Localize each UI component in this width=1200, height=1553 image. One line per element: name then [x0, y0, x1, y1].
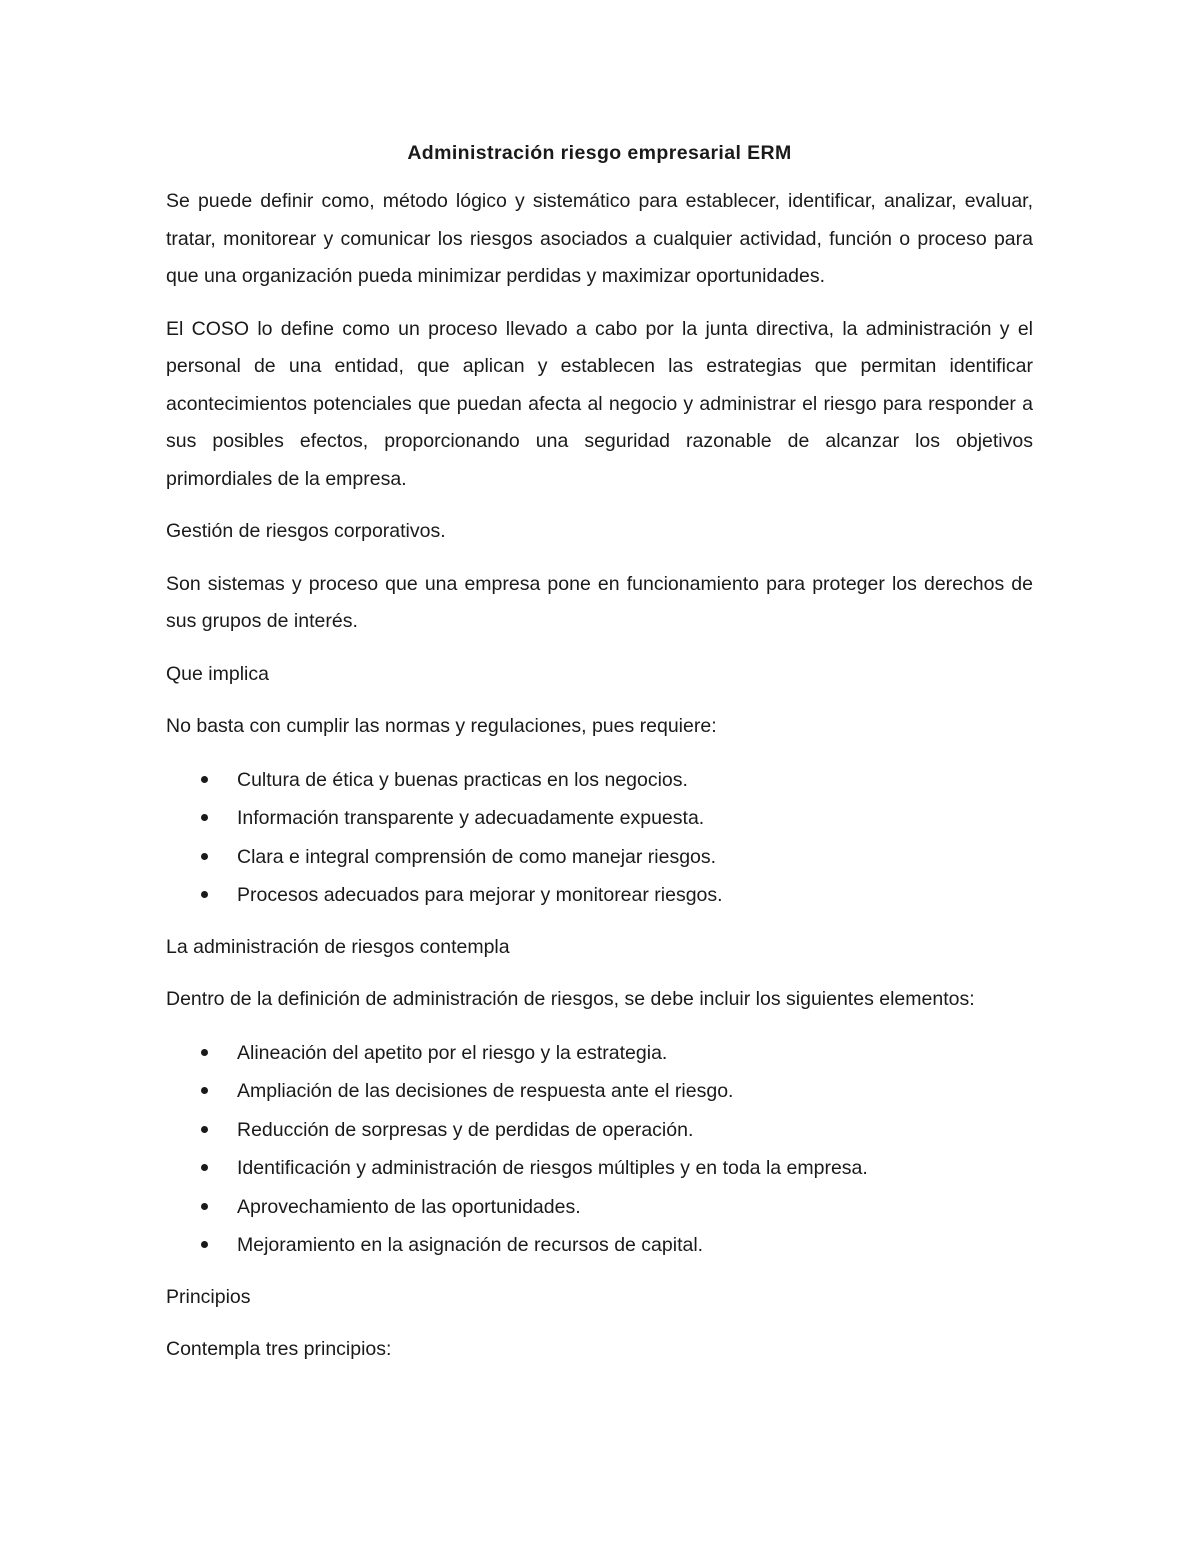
bullet-icon — [201, 814, 208, 821]
bullet-icon — [201, 1203, 208, 1210]
list-item: Clara e integral comprensión de como manejar riesgos. — [166, 838, 1033, 877]
list-item: Información transparente y adecuadamente expuesta. — [166, 799, 1033, 838]
list-elementos — [166, 1034, 1033, 1265]
list-requisitos — [166, 761, 1033, 915]
heading-implica: Que implica — [166, 662, 269, 685]
paragraph-sistemas: Son sistemas y proceso que una empresa pone en funcionamiento para proteger los derechos de sus grupos de interés. — [166, 572, 1033, 632]
bullet-icon — [201, 776, 208, 783]
list-item: Aprovechamiento de las oportunidades. — [166, 1188, 1033, 1227]
bullet-icon — [201, 1241, 208, 1248]
list-item: Identificación y administración de riesgos múltiples y en toda la empresa. — [166, 1149, 1033, 1188]
document-title: Administración riesgo empresarial ERM — [407, 142, 792, 164]
document-body — [166, 138, 1033, 1384]
list-item: Alineación del apetito por el riesgo y la estrategia. — [166, 1034, 1033, 1073]
paragraph-coso: El COSO lo define como un proceso llevado a cabo por la junta directiva, la administración y el personal de una entidad, que aplican y establecen las estrategias que permitan identificar acontecimientos potenciales que puedan afecta al negocio y administrar el riesgo para responder a sus posibles efectos, proporcionando una seguridad razonable de alcanzar los objetivos primordiales de la empresa. — [166, 317, 1033, 490]
bullet-icon — [201, 1126, 208, 1133]
bullet-icon — [201, 853, 208, 860]
paragraph-principios: Contempla tres principios: — [166, 1338, 392, 1360]
heading-gestion: Gestión de riesgos corporativos. — [166, 520, 446, 542]
bullet-icon — [201, 1087, 208, 1094]
list-item: Ampliación de las decisiones de respuesta ante el riesgo. — [166, 1072, 1033, 1111]
list-item: Reducción de sorpresas y de perdidas de operación. — [166, 1111, 1033, 1150]
bullet-icon — [201, 1164, 208, 1171]
paragraph-definition: Se puede definir como, método lógico y sistemático para establecer, identificar, analizar, evaluar, tratar, monitorear y comunicar los riesgos asociados a cualquier actividad, función o proceso para que una organización pueda minimizar perdidas y maximizar oportunidades. — [166, 190, 1033, 287]
list-item: Mejoramiento en la asignación de recursos de capital. — [166, 1226, 1033, 1265]
list-item: Procesos adecuados para mejorar y monitorear riesgos. — [166, 876, 1033, 915]
bullet-icon — [201, 1049, 208, 1056]
heading-principios: Principios — [166, 1285, 251, 1308]
paragraph-elementos: Dentro de la definición de administración de riesgos, se debe incluir los siguientes elementos: — [166, 988, 975, 1010]
heading-contempla: La administración de riesgos contempla — [166, 935, 510, 958]
list-item: Cultura de ética y buenas practicas en los negocios. — [166, 761, 1033, 800]
bullet-icon — [201, 891, 208, 898]
paragraph-requiere: No basta con cumplir las normas y regulaciones, pues requiere: — [166, 715, 717, 737]
